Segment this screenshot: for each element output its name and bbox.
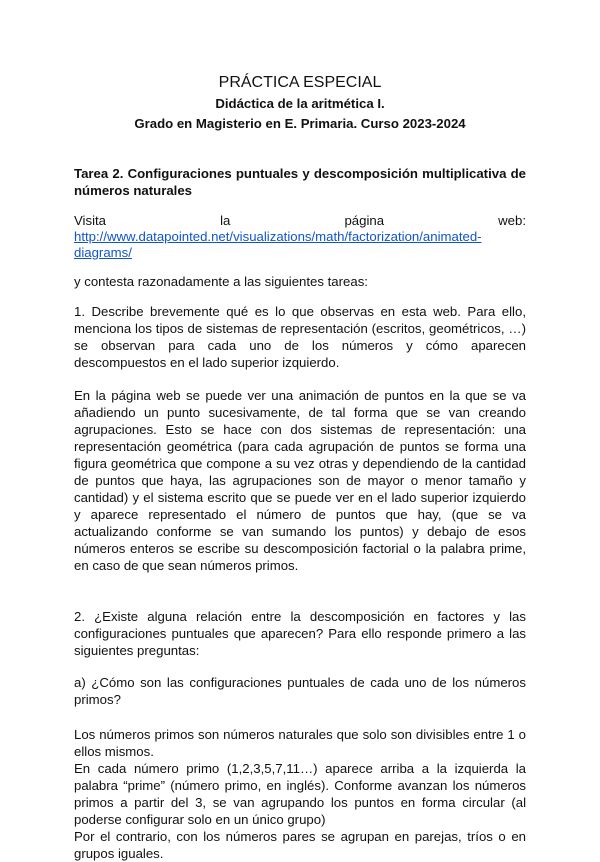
page-title: PRÁCTICA ESPECIAL [218,74,382,91]
task-intro: y contesta razonadamente a las siguientes tareas: [74,274,368,289]
visit-word: página [344,213,385,228]
question-1: 1. Describe brevemente qué es lo que observas en esta web. Para ello, menciona los tipos de sistemas de representación (escritos, geométricos, …) se observan para cada uno de los números y cómo aparecen descompuestos en el lado superior izquierdo. [74,304,526,370]
answer-2a-definition: Los números primos son números naturales que solo son divisibles entre 1 o ellos mismos. [74,727,526,759]
question-2a: a) ¿Cómo son las configuraciones puntuales de cada uno de los números primos? [74,675,526,707]
website-link[interactable]: http://www.datapointed.net/visualizations/math/factorization/animated-diagrams/ [74,229,482,260]
answer-1: En la página web se puede ver una animación de puntos en la que se va añadiendo un punto sucesivamente, de tal forma que se van creando agrupaciones. Esto se hace con dos sistemas de representación: una representación geométrica (para cada agrupación de puntos se forma una figura geométrica que compone a su vez otras y dependiendo de la cantidad de puntos que haya, las agrupaciones son de mayor o menor tamaño y cantidad) y el sistema escrito que se puede ver en el lado superior izquierdo y aparece representado el número de puntos que hay, (que se va actualizando conforme se van sumando los puntos) y debajo de esos números enteros se escribe su descomposición factorial o la palabra prime, en caso de que sean números primos. [74,388,526,573]
course-subtitle: Grado en Magisterio en E. Primaria. Curso 2023-2024 [134,116,466,131]
answer-2a-even-numbers: Por el contrario, con los números pares se agrupan en parejas, tríos o en grupos iguales. [74,829,526,861]
visit-word: web: [498,213,526,228]
visit-word: la [220,213,231,228]
question-2: 2. ¿Existe alguna relación entre la descomposición en factores y las configuraciones puntuales que aparecen? Para ello responde primero a las siguientes preguntas: [74,609,526,658]
subject-subtitle: Didáctica de la aritmética I. [215,96,385,111]
task-heading: Tarea 2. Configuraciones puntuales y descomposición multiplicativa de números naturales [74,166,526,198]
answer-2a-prime-configs: En cada número primo (1,2,3,5,7,11…) aparece arriba a la izquierda la palabra “prime” (número primo, en inglés). Conforme avanzan los números primos a partir del 3, se van agrupando los puntos en forma circular (al poderse configurar solo en un único grupo) [74,761,526,827]
visit-line [74,212,526,229]
visit-word: Visita [74,213,107,228]
